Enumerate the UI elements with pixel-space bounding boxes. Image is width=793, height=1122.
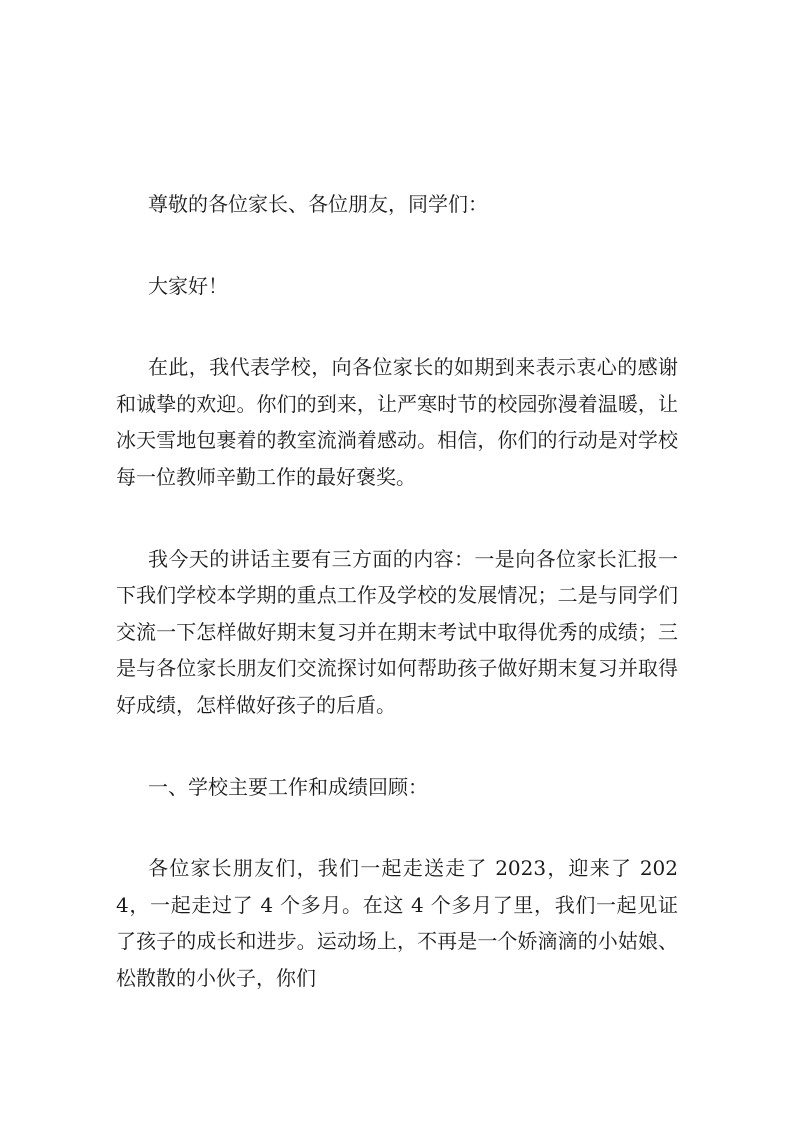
greeting: 大家好！	[148, 273, 228, 298]
paragraph-review: 各位家长朋友们，我们一起走送走了 2023，迎来了 2024，一起走过了 4 个多月。在这 4 个多月了里，我们一起见证了孩子的成长和进步。运动场上，不再是一个娇滴滴的小姑娘、松散散的小伙子，你们	[116, 856, 678, 990]
paragraph-welcome: 在此，我代表学校，向各位家长的如期到来表示衷心的感谢和诚挚的欢迎。你们的到来，让严寒时节的校园弥漫着温暖，让冰天雪地包裹着的教室流淌着感动。相信，你们的行动是对学校每一位教师辛勤工作的最好褒奖。	[116, 355, 678, 489]
document-page	[116, 186, 678, 997]
paragraph-outline: 我今天的讲话主要有三方面的内容：一是向各位家长汇报一下我们学校本学期的重点工作及学校的发展情况；二是与同学们交流一下怎样做好期末复习并在期末考试中取得优秀的成绩；三是与各位家长朋友们交流探讨如何帮助孩子做好期末复习并取得好成绩，怎样做好孩子的后盾。	[116, 546, 678, 717]
section-heading-review: 一、学校主要工作和成绩回顾：	[148, 774, 428, 799]
salutation: 尊敬的各位家长、各位朋友，同学们：	[148, 192, 488, 216]
